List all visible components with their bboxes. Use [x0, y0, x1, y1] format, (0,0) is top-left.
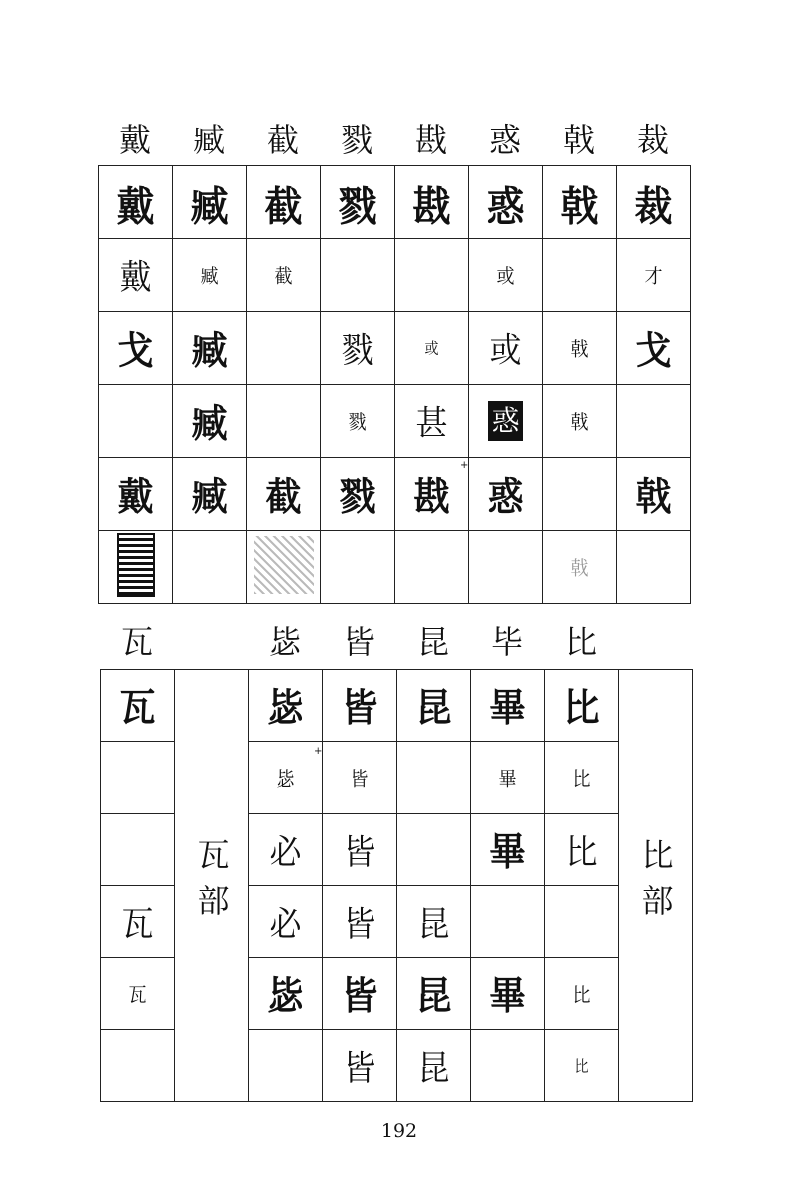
radical-label: 瓦部 — [192, 837, 231, 930]
glyph-cell — [545, 886, 619, 958]
glyph-cell — [247, 458, 321, 531]
glyph-cell — [543, 239, 617, 312]
glyph-cell — [543, 312, 617, 385]
glyph-cell — [397, 742, 471, 814]
glyph: 瓦 — [121, 903, 154, 945]
glyph-cell — [397, 1030, 471, 1102]
glyph: 戴 — [116, 180, 155, 230]
table-row — [99, 531, 691, 604]
glyph-cell — [469, 385, 543, 458]
glyph-cell — [323, 742, 397, 814]
glyph-cell — [469, 166, 543, 239]
glyph-cell — [397, 670, 471, 742]
glyph: 甚 — [415, 402, 448, 444]
glyph-cell — [247, 385, 321, 458]
glyph: 戈 — [117, 328, 154, 374]
glyph-cell — [321, 385, 395, 458]
glyph-cell — [99, 239, 173, 312]
seal-glyph — [254, 536, 314, 594]
glyph-cell — [397, 886, 471, 958]
seal-glyph: 惑 — [488, 401, 522, 441]
glyph-cell — [617, 239, 691, 312]
header-char-2 — [174, 620, 248, 664]
glyph: 裁 — [634, 180, 673, 230]
glyph: 戴 — [119, 256, 152, 298]
header-char-4: 戮 — [340, 121, 373, 159]
glyph-cell — [471, 886, 545, 958]
glyph-cell — [99, 531, 173, 604]
glyph-cell — [617, 312, 691, 385]
header-char-7: 比 — [564, 623, 597, 661]
header-char-1: 瓦 — [120, 623, 153, 661]
asterisk-mark: + — [460, 460, 469, 471]
glyph: 皆 — [343, 903, 376, 945]
glyph-cell — [617, 458, 691, 531]
glyph-cell — [469, 239, 543, 312]
glyph: 比 — [563, 685, 600, 731]
glyph: 昆 — [415, 973, 452, 1019]
glyph-cell — [617, 385, 691, 458]
glyph: 毖 — [276, 767, 295, 791]
glyph: 毖 — [267, 973, 304, 1019]
radical-label: 比部 — [636, 837, 675, 930]
glyph: 比 — [565, 831, 598, 873]
glyph: 比 — [572, 767, 591, 791]
table-row — [99, 166, 691, 239]
glyph-cell — [101, 742, 175, 814]
glyph-cell — [247, 531, 321, 604]
glyph: 畢 — [489, 973, 526, 1019]
header-char-5: 昆 — [416, 623, 449, 661]
glyph-cell — [471, 814, 545, 886]
glyph-cell — [323, 814, 397, 886]
header-char-4: 皆 — [342, 623, 375, 661]
glyph-cell — [99, 458, 173, 531]
glyph-cell — [469, 531, 543, 604]
glyph-cell — [249, 742, 323, 814]
glyph: 惑 — [487, 474, 524, 520]
glyph: 截 — [274, 265, 293, 288]
glyph-cell — [321, 458, 395, 531]
glyph-cell — [469, 312, 543, 385]
glyph: 皆 — [343, 1047, 376, 1089]
glyph-cell — [249, 814, 323, 886]
glyph: 畢 — [489, 685, 526, 731]
glyph: 惑 — [486, 180, 525, 230]
glyph: 戟 — [570, 557, 589, 580]
glyph: 昆 — [417, 903, 450, 945]
glyph: 或 — [489, 329, 522, 371]
glyph-cell — [395, 166, 469, 239]
glyph-cell — [471, 670, 545, 742]
glyph: 臧 — [191, 401, 228, 447]
glyph: 戮 — [348, 411, 367, 434]
glyph-cell — [543, 458, 617, 531]
glyph: 毖 — [267, 685, 304, 731]
glyph-cell — [471, 742, 545, 814]
glyph-cell — [249, 670, 323, 742]
glyph-cell — [173, 385, 247, 458]
glyph: 皆 — [341, 973, 378, 1019]
glyph: 皆 — [343, 831, 376, 873]
glyph: 瓦 — [119, 685, 156, 731]
header-char-3: 毖 — [268, 623, 301, 661]
glyph: 戟 — [570, 411, 589, 434]
top-header-row — [98, 118, 690, 162]
header-char-6: 惑 — [488, 121, 521, 159]
glyph-cell — [545, 1030, 619, 1102]
glyph-cell — [471, 1030, 545, 1102]
glyph-cell — [101, 670, 175, 742]
top-glyph-table — [98, 165, 691, 604]
table-row — [101, 670, 693, 742]
table-row — [99, 458, 691, 531]
table-row — [99, 239, 691, 312]
glyph: 皆 — [341, 685, 378, 731]
glyph: 臧 — [200, 265, 219, 288]
glyph: 臧 — [190, 180, 229, 230]
seal-glyph — [117, 533, 155, 597]
glyph: 皆 — [350, 767, 369, 791]
header-char-7: 戟 — [562, 121, 595, 159]
bottom-glyph-table — [100, 669, 693, 1102]
glyph-cell — [323, 670, 397, 742]
glyph-cell — [469, 458, 543, 531]
glyph: 戮 — [338, 180, 377, 230]
glyph: 畢 — [489, 829, 526, 875]
glyph-cell — [545, 742, 619, 814]
glyph: 必 — [269, 831, 302, 873]
page-number: 192 — [380, 1120, 418, 1142]
radical-cell-right — [619, 670, 693, 1102]
glyph: 截 — [265, 474, 302, 520]
radical-cell-left — [175, 670, 249, 1102]
glyph-cell — [173, 458, 247, 531]
glyph-cell — [617, 531, 691, 604]
glyph-cell — [173, 166, 247, 239]
glyph-cell — [395, 458, 469, 531]
glyph: 戟 — [635, 474, 672, 520]
glyph-cell — [323, 886, 397, 958]
header-char-1: 戴 — [118, 121, 151, 159]
glyph: 必 — [269, 903, 302, 945]
glyph-cell — [249, 886, 323, 958]
glyph: 比 — [572, 983, 591, 1007]
glyph-cell — [247, 239, 321, 312]
glyph-cell — [395, 531, 469, 604]
glyph-cell — [247, 312, 321, 385]
glyph-cell — [101, 1030, 175, 1102]
glyph-cell — [321, 239, 395, 312]
asterisk-mark: + — [314, 746, 323, 757]
glyph: 臧 — [191, 474, 228, 520]
glyph-cell — [99, 385, 173, 458]
glyph: 戟 — [570, 338, 589, 361]
glyph-cell — [323, 958, 397, 1030]
glyph-cell — [397, 958, 471, 1030]
glyph-cell — [321, 166, 395, 239]
table-row — [99, 312, 691, 385]
glyph-cell — [397, 814, 471, 886]
glyph-cell — [543, 385, 617, 458]
glyph-cell — [545, 814, 619, 886]
glyph: 戡 — [413, 474, 450, 520]
glyph-cell — [321, 312, 395, 385]
glyph-cell — [543, 166, 617, 239]
glyph: 或 — [424, 340, 439, 358]
glyph-cell — [395, 312, 469, 385]
glyph-cell — [471, 958, 545, 1030]
glyph-cell — [545, 958, 619, 1030]
glyph-cell — [543, 531, 617, 604]
glyph: 戮 — [339, 474, 376, 520]
glyph-cell — [395, 385, 469, 458]
header-char-2: 臧 — [192, 121, 225, 159]
glyph-cell — [249, 958, 323, 1030]
glyph: 臧 — [191, 328, 228, 374]
glyph-cell — [101, 886, 175, 958]
glyph-cell — [173, 312, 247, 385]
glyph-cell — [99, 312, 173, 385]
glyph: 昆 — [415, 685, 452, 731]
glyph-cell — [545, 670, 619, 742]
glyph: 昆 — [417, 1047, 450, 1089]
glyph: 才 — [644, 265, 663, 288]
glyph: 戮 — [341, 329, 374, 371]
glyph-cell — [617, 166, 691, 239]
table-row — [99, 385, 691, 458]
glyph-cell — [173, 239, 247, 312]
glyph: 戈 — [635, 328, 672, 374]
glyph: 戴 — [117, 474, 154, 520]
glyph-cell — [101, 958, 175, 1030]
glyph: 戟 — [560, 180, 599, 230]
header-char-5: 戡 — [414, 121, 447, 159]
glyph-cell — [101, 814, 175, 886]
header-char-8: 裁 — [636, 121, 669, 159]
glyph: 畢 — [498, 767, 517, 791]
glyph: 截 — [264, 180, 303, 230]
bottom-header-row — [100, 620, 618, 664]
glyph: 瓦 — [128, 983, 147, 1007]
header-char-3: 截 — [266, 121, 299, 159]
glyph: 或 — [496, 265, 515, 288]
glyph-cell — [323, 1030, 397, 1102]
glyph: 比 — [574, 1057, 589, 1076]
glyph-cell — [99, 166, 173, 239]
glyph: 戡 — [412, 180, 451, 230]
glyph-cell — [249, 1030, 323, 1102]
header-char-6: 毕 — [490, 623, 523, 661]
glyph-cell — [395, 239, 469, 312]
glyph-cell — [321, 531, 395, 604]
glyph-cell — [247, 166, 321, 239]
glyph-cell — [173, 531, 247, 604]
